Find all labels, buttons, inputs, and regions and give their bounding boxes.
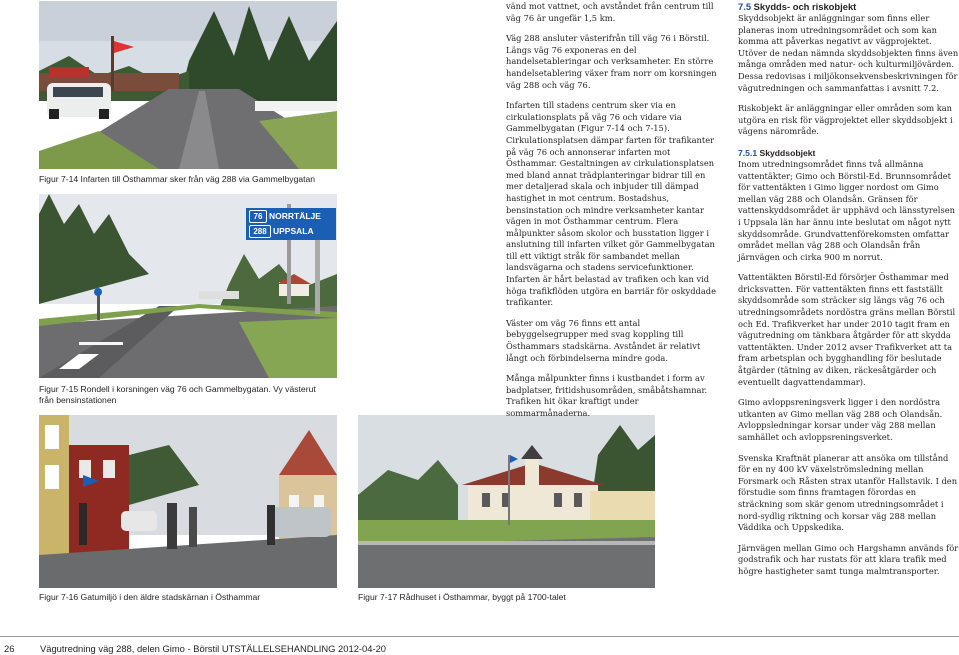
- section-title: Skydds- och riskobjekt: [751, 1, 857, 12]
- figure-7-16-caption: Figur 7-16 Gatumiljö i den äldre stadskärnan i Östhammar: [39, 592, 261, 602]
- subsection-heading-7-5-1: [738, 147, 959, 159]
- paragraph-vag-288: Väg 288 ansluter västerifrån till väg 76 i Börstil. Längs väg 76 exponeras en del handelsetableringar och verksamheter. En större handelsetablering växer fram norr om korsningen väg 288 och väg 76.: [506, 33, 717, 90]
- paragraph-vattentakter: Inom utredningsområdet finns två allmänna vattentäkter; Gimo och Börstil-Ed. Brunnsområdet för vattentäkten i Gimo ligger nordost om Gimo mellan väg 288 och Olandsån. Gränsen för vattenskyddsområdet är upphävd och länsstyrelsen i Uppsala län har ännu inte beslutat om något nytt skyddsområde. Grundvattenförekomsten omfattar området mellan väg 288 och Olandsån från järnvägen och cirka 900 m norrut.: [738, 158, 955, 262]
- paragraph-riskobjekt: Riskobjekt är anläggningar eller områden som kan utgöra en risk för vägprojektet eller skyddsobjekt i vägens närområde.: [738, 103, 953, 137]
- paragraph-kraftnat: Svenska Kraftnät planerar att ansöka om tillstånd för en ny 400 kV växelströmsledning mellan Forsmark och Råsten strax utanför Hallstavik. I den förstudie som finns framtagen förordas en sträckning som skär genom utredningsområdet i nord-sydlig riktning och korsar väg 288 mellan Väddika och Uppskedika.: [738, 452, 958, 533]
- paragraph-jarnvagen: Järnvägen mellan Gimo och Hargshamn används för godstrafik och har rustats för att klara trafik med högre hastigheter samt tunga malmtransporter.: [738, 542, 959, 576]
- figure-7-14-caption: Figur 7-14 Infarten till Östhammar sker från väg 288 via Gammelbygatan: [39, 174, 316, 184]
- footer-rule: [0, 636, 959, 637]
- section-number: 7.5.1: [738, 147, 758, 158]
- paragraph-infarten: Infarten till stadens centrum sker via en cirkulationsplats på väg 76 och vidare via Gammelbygatan (Figur 7-14 och 7-15). Cirkulationsplatsen dämpar farten för trafikanter på väg 76 och annonserar infarten mot Östhammar. Gestaltningen av cirkulationsplatsen med bland annat trädplanteringar bidrar till en mer detaljerad skala och inbjuder till dämpad hastighet in mot centrum. Bostadshus, bensinstation och mindre verksamheter kantar vägen in mot Östhammar centrum. Flera målpunkter såsom skolor och busstation ligger i anslutning till infarten vilket gör Gammelbygatan till ett viktigt stråk för sambandet mellan landsvägarna och stadens servicefunktioner. Infarten är hårt belastad av trafiken och kan vid höga trafikflöden utgöra en barriär för oskyddade trafikanter.: [506, 100, 717, 308]
- old-town-street-photo: [39, 415, 337, 588]
- figure-7-14-photo: [39, 1, 337, 169]
- figure-7-17-photo: [358, 415, 655, 588]
- footer-title: Vägutredning väg 288, delen Gimo - Börstil UTSTÄLLELSEHANDLING 2012-04-20: [40, 643, 387, 654]
- right-text-column: [738, 1, 959, 587]
- paragraph-malpunkter: Många målpunkter finns i kustbandet i form av badplatser, fritidshusområden, småbåtshamnar. Trafiken hit ökar kraftigt under sommarmånaderna.: [506, 373, 708, 418]
- figure-7-15-caption: Figur 7-15 Rondell i korsningen väg 76 och Gammelbygatan. Vy västerut från bensinstationen: [39, 384, 316, 405]
- sign-destination-norrtalje: NORRTÄLJE: [269, 211, 321, 221]
- paragraph-avloppsreningsverk: Gimo avloppsreningsverk ligger i den nordöstra utkanten av Gimo mellan väg 288 och Olandsån. Avloppsledningar korsar under väg 288 mellan samhället och avloppsreningsverket.: [738, 397, 943, 442]
- page-footer: [0, 636, 959, 655]
- sign-destination-uppsala: UPPSALA: [273, 226, 314, 236]
- paragraph-distance: vänd mot vattnet, och avståndet från centrum till väg 76 är ungefär 1,5 km.: [506, 1, 714, 23]
- section-title: Skyddsobjekt: [757, 147, 816, 158]
- paragraph-borstil-ed: Vattentäkten Börstil-Ed försörjer Östhammar med dricksvatten. För vattentäkten finns ett fastställt skyddsområde som sträcker sig längs väg 76 och utredningsområdets nordöstra gräns mellan Börstil och Ed. Trafikverket har under 2010 tagit fram en vägutredning om tänkbara åtgärder för att skydda vattentäkten. Under 2012 avser Trafikverket att ta fram arbetsplan och bygghandling för beslutade åtgärder (tätning av diken, räckesåtgärder och eventuellt dagvattendammar).: [738, 272, 956, 387]
- road-car-photo: [39, 1, 337, 169]
- paragraph-vaster: Väster om väg 76 finns ett antal bebyggelsegrupper med svag koppling till Östhammars stadskärna. Avståndet är relativt långt och förbindelserna mindre goda.: [506, 317, 701, 363]
- figure-7-17-caption: Figur 7-17 Rådhuset i Östhammar, byggt på 1700-talet: [358, 592, 566, 602]
- section-heading-7-5: [738, 1, 959, 13]
- section-number: 7.5: [738, 1, 752, 12]
- sign-route-76: 76: [249, 210, 267, 223]
- town-hall-photo: [358, 415, 655, 588]
- paragraph-skyddsobjekt-intro: Skyddsobjekt är anläggningar som finns eller planeras inom utredningsområdet och som kan komma att påverkas negativt av vägprojektet. Utöver de nedan nämnda skyddsobjekten finns även många områden med natur- och kulturmiljövärden. Dessa redovisas i miljökonsekvensbeskrivningen för vägutredningen och sammanfattas i avsnitt 7.2.: [738, 13, 959, 93]
- figure-7-15-photo: [39, 194, 337, 378]
- sign-route-288: 288: [249, 225, 271, 238]
- road-sign: [246, 208, 336, 240]
- page-number: 26: [4, 643, 15, 654]
- figure-7-16-photo: [39, 415, 337, 588]
- middle-text-column: [506, 1, 721, 429]
